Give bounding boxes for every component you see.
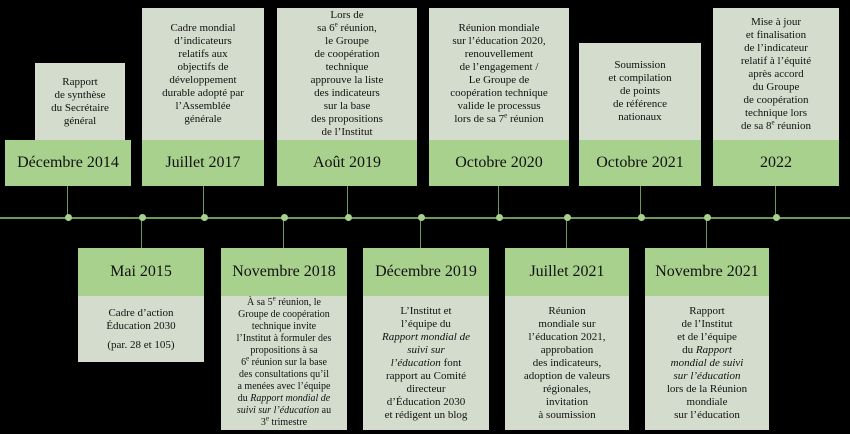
timeline-dot (65, 214, 72, 221)
connector (640, 186, 641, 216)
event-description: Rapport de l’Institut et de l’équipe du Rapport mondial de suivi sur l’éducation lors de la Réunion mondiale sur l’éducation (645, 296, 769, 430)
event-description: Mise à jour et finalisation de l’indicateur relatif à l’équité après accord du Groupe de coopération technique lors de sa 8e réunion (713, 8, 839, 140)
event-date: Octobre 2021 (579, 140, 701, 186)
timeline-dot (201, 214, 208, 221)
timeline-dot (773, 214, 780, 221)
connector (566, 219, 567, 248)
event-date: Décembre 2014 (5, 140, 131, 186)
timeline-dot (638, 214, 645, 221)
event-date: Octobre 2020 (429, 140, 569, 186)
timeline-dot (139, 214, 146, 221)
event-description: À sa 5e réunion, le Groupe de coopération technique invite l’Institut à formuler des propositions à sa 6e réunion sur la base des consultations qu’il a menées avec l’équipe du Rapport mondial de suivi sur l’éducation au 3e trimestre (221, 296, 347, 430)
event-description: Réunion mondiale sur l’éducation 2021, approbation des indicateurs, adoption de valeurs régionales, invitation à soumission (505, 296, 629, 430)
event-date: Juillet 2017 (142, 140, 264, 186)
event-description: Cadre mondial d’indicateurs relatifs aux objectifs de développement durable adopté par l’Assemblée générale (142, 8, 264, 140)
timeline-axis (0, 217, 850, 219)
timeline-dot (564, 214, 571, 221)
event-date: Mai 2015 (78, 248, 204, 296)
event-description: L’Institut et l’équipe du Rapport mondial de suivi sur l’éducation font rapport au Comité directeur d’Éducation 2030 et rédigent un blog (363, 296, 489, 430)
event-date: Novembre 2018 (221, 248, 347, 296)
connector (347, 186, 348, 216)
event-description: Soumission et compilation de points de référence nationaux (579, 43, 701, 140)
event-date: 2022 (713, 140, 839, 186)
connector (706, 219, 707, 248)
connector (775, 186, 776, 216)
event-description: Réunion mondiale sur l’éducation 2020, renouvellement de l’engagement / Le Groupe de coopération technique valide le processus lors de sa 7e réunion (429, 8, 569, 140)
connector (420, 219, 421, 248)
timeline-dot (281, 214, 288, 221)
event-description: Rapport de synthèse du Secrétaire général (35, 63, 125, 140)
event-date: Août 2019 (277, 140, 417, 186)
connector (283, 219, 284, 248)
connector (141, 219, 142, 248)
event-date: Décembre 2019 (363, 248, 489, 296)
timeline-dot (418, 214, 425, 221)
event-date: Novembre 2021 (645, 248, 769, 296)
connector (67, 186, 68, 216)
connector (203, 186, 204, 216)
event-date: Juillet 2021 (505, 248, 629, 296)
timeline-dot (496, 214, 503, 221)
timeline-dot (345, 214, 352, 221)
event-description: Lors de sa 6e réunion, le Groupe de coopération technique approuve la liste des indicateurs sur la base des propositions de l’Institut (277, 8, 417, 140)
timeline-dot (704, 214, 711, 221)
connector (498, 186, 499, 216)
event-description: Cadre d’action Éducation 2030 (par. 28 et 105) (78, 296, 204, 362)
